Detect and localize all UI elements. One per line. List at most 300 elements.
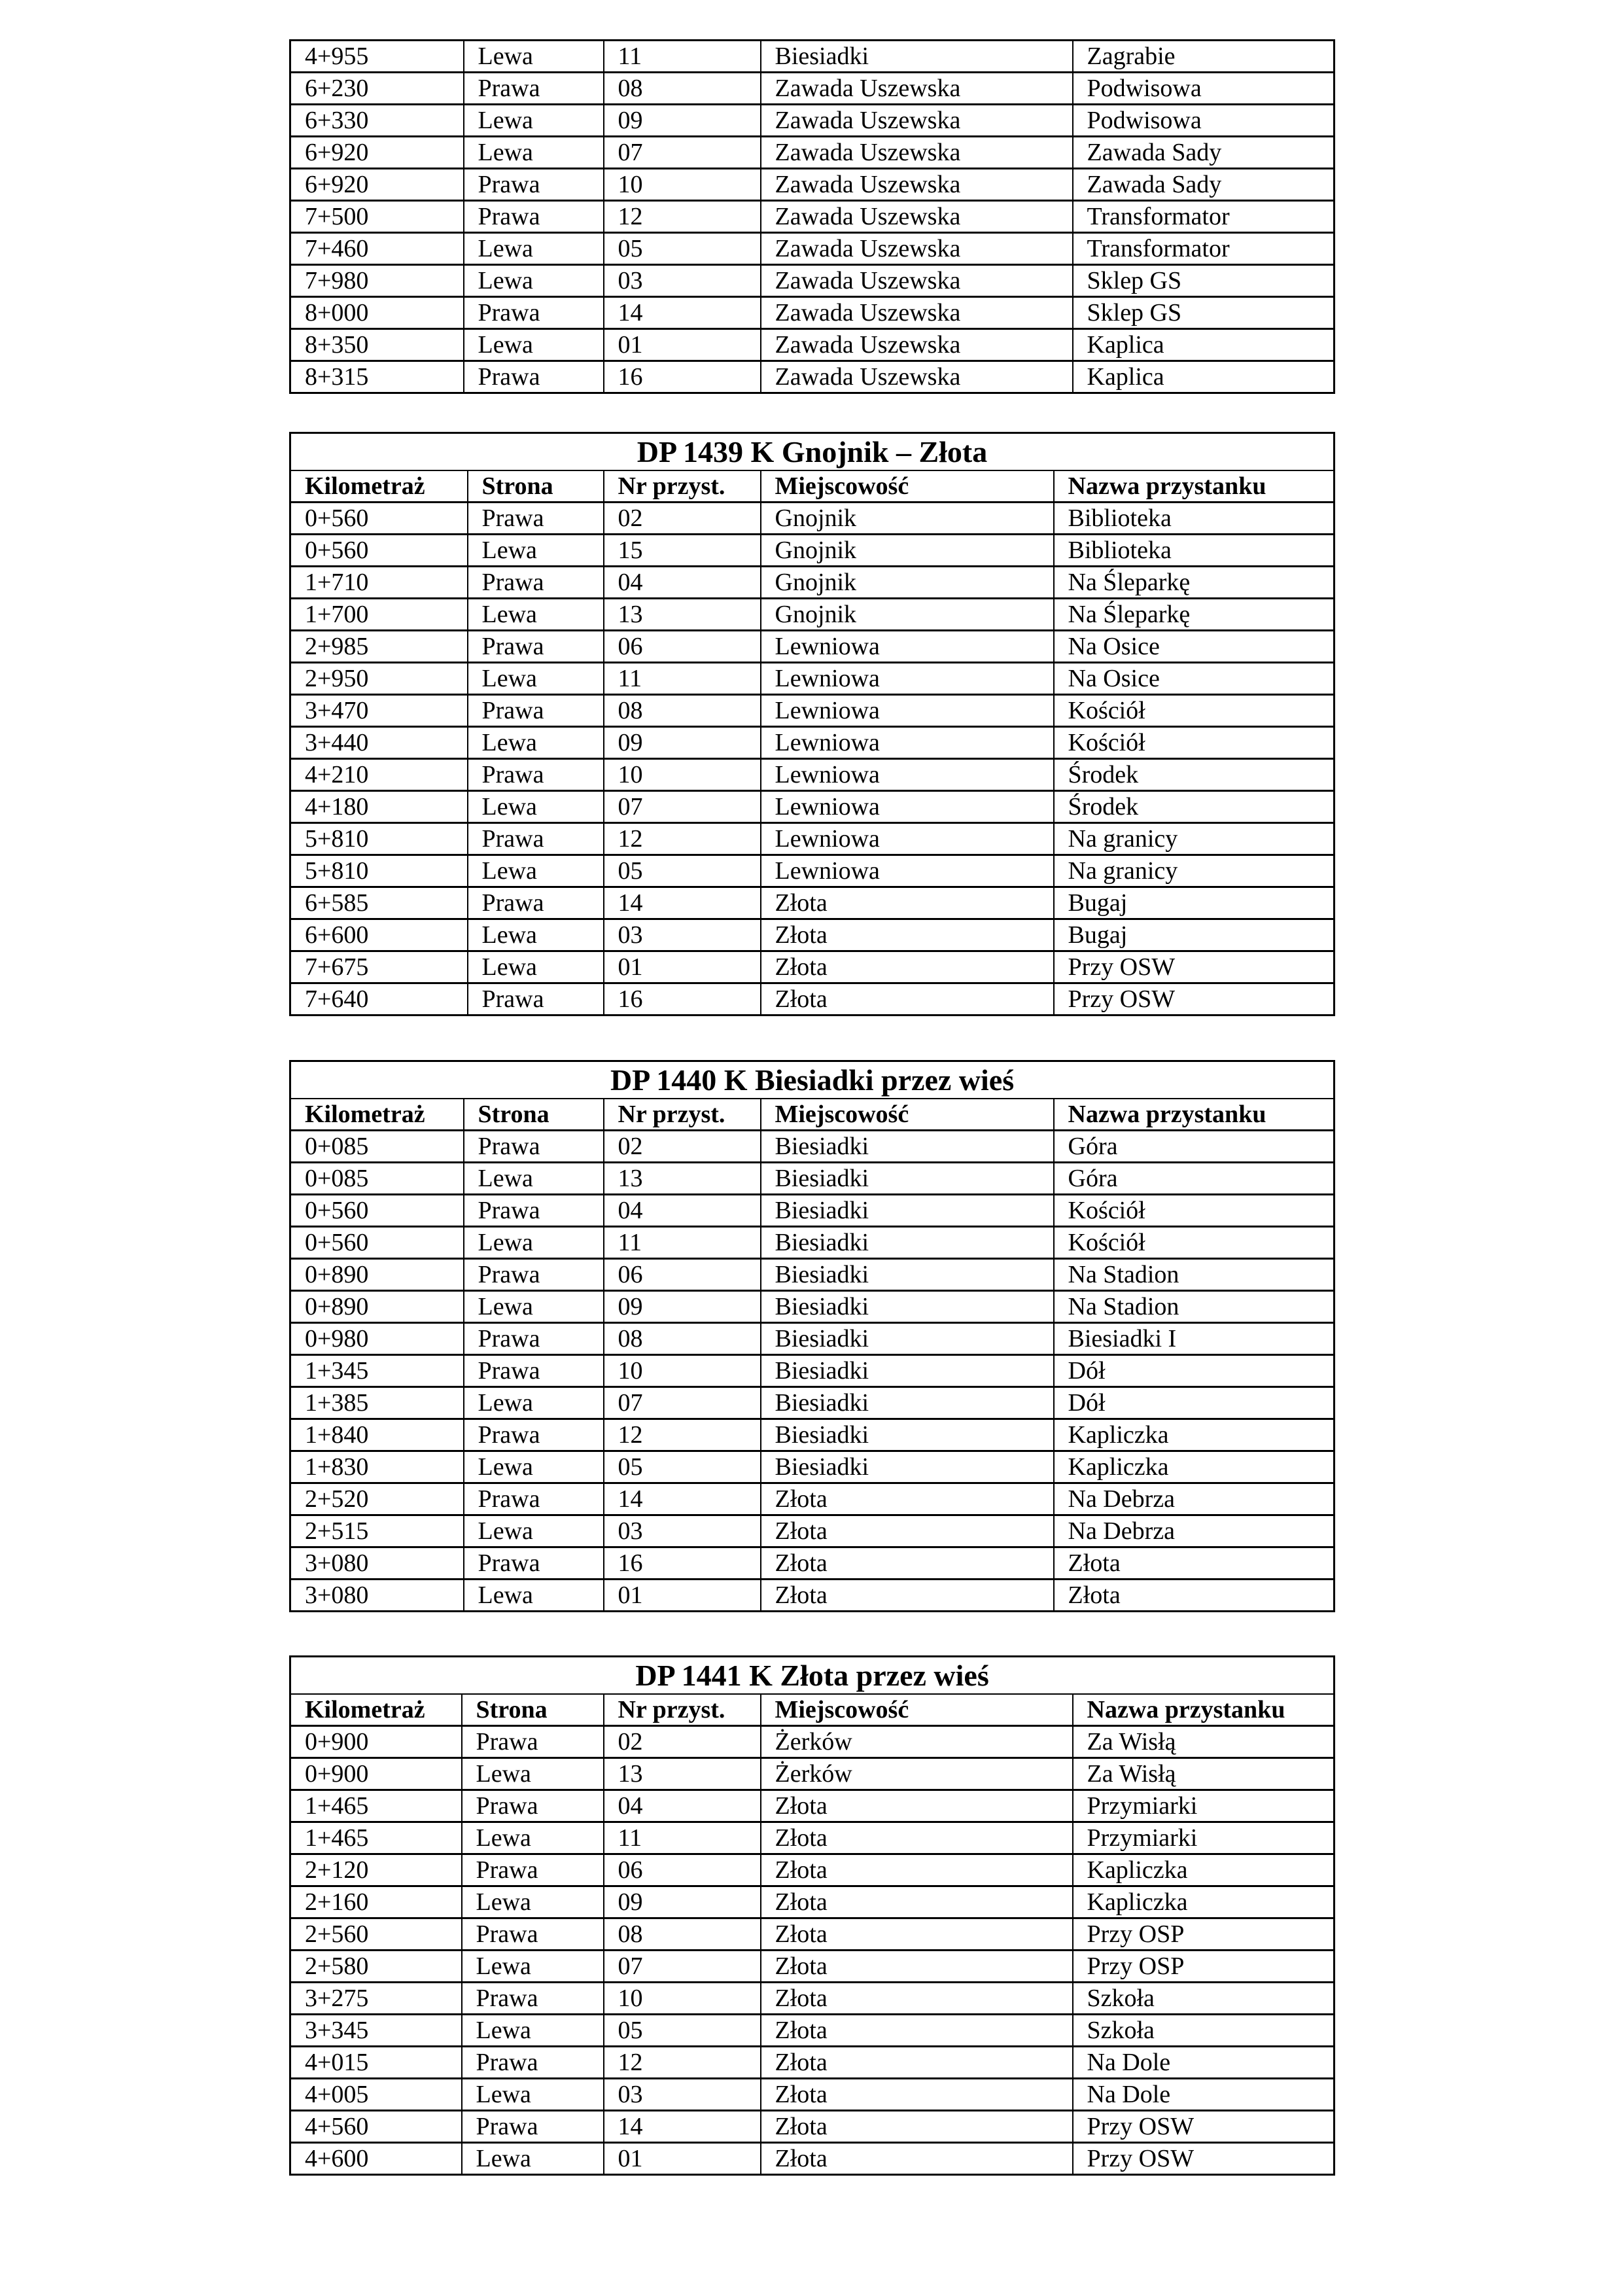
cell-miejscowosc: Zawada Uszewska <box>761 233 1073 265</box>
table-row <box>290 1822 1335 1854</box>
cell-kilometraz: 5+810 <box>290 823 468 855</box>
cell-nr-przystanku: 08 <box>604 695 761 727</box>
cell-nazwa-przystanku: Na Dole <box>1073 2047 1335 2079</box>
cell-nr-przystanku: 09 <box>604 105 761 137</box>
cell-nazwa-przystanku: Szkoła <box>1073 1983 1335 2015</box>
cell-strona: Lewa <box>464 233 604 265</box>
cell-miejscowosc: Zawada Uszewska <box>761 361 1073 393</box>
cell-nr-przystanku: 10 <box>604 169 761 201</box>
cell-nazwa-przystanku: Biesiadki I <box>1054 1323 1335 1355</box>
cell-nr-przystanku: 03 <box>604 1515 761 1547</box>
cell-strona: Lewa <box>464 1291 604 1323</box>
cell-nr-przystanku: 02 <box>604 503 761 535</box>
cell-nazwa-przystanku: Sklep GS <box>1073 297 1335 329</box>
cell-strona: Prawa <box>464 73 604 105</box>
cell-strona: Lewa <box>468 855 604 887</box>
table-row <box>290 1291 1335 1323</box>
cell-kilometraz: 0+900 <box>290 1726 462 1758</box>
table-row <box>290 265 1335 297</box>
cell-kilometraz: 2+950 <box>290 663 468 695</box>
table-row <box>290 1419 1335 1451</box>
cell-miejscowosc: Lewniowa <box>761 663 1054 695</box>
table-row <box>290 1886 1335 1918</box>
cell-nazwa-przystanku: Przymiarki <box>1073 1822 1335 1854</box>
cell-nazwa-przystanku: Przy OSW <box>1054 983 1335 1016</box>
cell-kilometraz: 5+810 <box>290 855 468 887</box>
cell-nr-przystanku: 12 <box>604 201 761 233</box>
cell-kilometraz: 2+520 <box>290 1483 464 1515</box>
cell-kilometraz: 0+560 <box>290 535 468 567</box>
cell-strona: Lewa <box>464 329 604 361</box>
cell-kilometraz: 2+515 <box>290 1515 464 1547</box>
cell-kilometraz: 7+675 <box>290 951 468 983</box>
cell-kilometraz: 8+350 <box>290 329 464 361</box>
cell-miejscowosc: Złota <box>761 983 1054 1016</box>
cell-nr-przystanku: 16 <box>604 1547 761 1580</box>
cell-nr-przystanku: 11 <box>604 1227 761 1259</box>
column-header-miejscowosc: Miejscowość <box>761 1694 1073 1726</box>
cell-nr-przystanku: 05 <box>604 2015 761 2047</box>
cell-nazwa-przystanku: Zawada Sady <box>1073 169 1335 201</box>
cell-nr-przystanku: 06 <box>604 1854 761 1886</box>
cell-miejscowosc: Biesiadki <box>761 41 1073 73</box>
cell-nazwa-przystanku: Przy OSW <box>1054 951 1335 983</box>
cell-miejscowosc: Złota <box>761 951 1054 983</box>
cell-miejscowosc: Lewniowa <box>761 695 1054 727</box>
table-row <box>290 1580 1335 1612</box>
table-row <box>290 169 1335 201</box>
table-title: DP 1440 K Biesiadki przez wieś <box>290 1061 1335 1099</box>
cell-strona: Prawa <box>468 631 604 663</box>
table-row <box>290 1758 1335 1790</box>
cell-kilometraz: 1+830 <box>290 1451 464 1483</box>
cell-miejscowosc: Gnojnik <box>761 535 1054 567</box>
cell-kilometraz: 0+560 <box>290 1195 464 1227</box>
cell-kilometraz: 7+460 <box>290 233 464 265</box>
cell-miejscowosc: Zawada Uszewska <box>761 105 1073 137</box>
cell-nazwa-przystanku: Podwisowa <box>1073 105 1335 137</box>
cell-nr-przystanku: 10 <box>604 1355 761 1387</box>
table-row <box>290 1387 1335 1419</box>
cell-kilometraz: 1+710 <box>290 567 468 599</box>
cell-miejscowosc: Lewniowa <box>761 855 1054 887</box>
cell-nazwa-przystanku: Zawada Sady <box>1073 137 1335 169</box>
cell-strona: Lewa <box>462 1758 604 1790</box>
cell-nr-przystanku: 06 <box>604 631 761 663</box>
cell-miejscowosc: Złota <box>761 1483 1054 1515</box>
cell-miejscowosc: Złota <box>761 887 1054 919</box>
cell-nazwa-przystanku: Kapliczka <box>1054 1419 1335 1451</box>
cell-strona: Prawa <box>464 201 604 233</box>
cell-nazwa-przystanku: Kapliczka <box>1073 1886 1335 1918</box>
cell-nazwa-przystanku: Kościół <box>1054 1227 1335 1259</box>
cell-nazwa-przystanku: Dół <box>1054 1387 1335 1419</box>
cell-nazwa-przystanku: Przy OSW <box>1073 2111 1335 2143</box>
cell-kilometraz: 4+015 <box>290 2047 462 2079</box>
cell-strona: Prawa <box>464 361 604 393</box>
column-header-nazwa: Nazwa przystanku <box>1073 1694 1335 1726</box>
cell-nazwa-przystanku: Na Stadion <box>1054 1291 1335 1323</box>
cell-nr-przystanku: 07 <box>604 1387 761 1419</box>
table-row <box>290 1323 1335 1355</box>
cell-nazwa-przystanku: Kościół <box>1054 1195 1335 1227</box>
table-row <box>290 1195 1335 1227</box>
cell-kilometraz: 8+315 <box>290 361 464 393</box>
cell-nazwa-przystanku: Na Debrza <box>1054 1483 1335 1515</box>
cell-nr-przystanku: 04 <box>604 1790 761 1822</box>
cell-nazwa-przystanku: Kościół <box>1054 727 1335 759</box>
column-header-kilometraz: Kilometraż <box>290 1694 462 1726</box>
column-header-strona: Strona <box>464 1099 604 1131</box>
cell-miejscowosc: Lewniowa <box>761 631 1054 663</box>
cell-nr-przystanku: 09 <box>604 1886 761 1918</box>
column-header-kilometraz: Kilometraż <box>290 1099 464 1131</box>
table-row <box>290 631 1335 663</box>
cell-kilometraz: 2+580 <box>290 1951 462 1983</box>
cell-nr-przystanku: 04 <box>604 567 761 599</box>
cell-strona: Prawa <box>464 1131 604 1163</box>
cell-nazwa-przystanku: Kościół <box>1054 695 1335 727</box>
cell-kilometraz: 0+980 <box>290 1323 464 1355</box>
cell-miejscowosc: Złota <box>761 1886 1073 1918</box>
cell-nr-przystanku: 12 <box>604 823 761 855</box>
table-row <box>290 823 1335 855</box>
cell-nr-przystanku: 02 <box>604 1131 761 1163</box>
cell-miejscowosc: Biesiadki <box>761 1387 1054 1419</box>
cell-miejscowosc: Złota <box>761 1918 1073 1951</box>
cell-nazwa-przystanku: Góra <box>1054 1131 1335 1163</box>
cell-nazwa-przystanku: Przymiarki <box>1073 1790 1335 1822</box>
cell-kilometraz: 6+585 <box>290 887 468 919</box>
column-header-strona: Strona <box>468 470 604 503</box>
cell-kilometraz: 3+345 <box>290 2015 462 2047</box>
cell-miejscowosc: Zawada Uszewska <box>761 265 1073 297</box>
column-header-nazwa: Nazwa przystanku <box>1054 470 1335 503</box>
table-row <box>290 1983 1335 2015</box>
cell-nr-przystanku: 07 <box>604 1951 761 1983</box>
cell-nr-przystanku: 07 <box>604 791 761 823</box>
cell-nr-przystanku: 01 <box>604 1580 761 1612</box>
cell-nazwa-przystanku: Przy OSW <box>1073 2143 1335 2175</box>
table-row <box>290 41 1335 73</box>
cell-nazwa-przystanku: Przy OSP <box>1073 1918 1335 1951</box>
table-row <box>290 105 1335 137</box>
cell-nr-przystanku: 04 <box>604 1195 761 1227</box>
cell-nazwa-przystanku: Na Debrza <box>1054 1515 1335 1547</box>
cell-strona: Prawa <box>468 887 604 919</box>
table-row <box>290 2015 1335 2047</box>
table-row <box>290 2111 1335 2143</box>
cell-miejscowosc: Złota <box>761 1515 1054 1547</box>
table-title: DP 1441 K Złota przez wieś <box>290 1657 1335 1695</box>
cell-strona: Lewa <box>468 791 604 823</box>
cell-kilometraz: 7+640 <box>290 983 468 1016</box>
cell-nr-przystanku: 13 <box>604 1758 761 1790</box>
cell-miejscowosc: Złota <box>761 1580 1054 1612</box>
cell-nazwa-przystanku: Bugaj <box>1054 919 1335 951</box>
cell-kilometraz: 0+890 <box>290 1259 464 1291</box>
cell-strona: Lewa <box>464 137 604 169</box>
cell-nazwa-przystanku: Na Osice <box>1054 663 1335 695</box>
cell-nazwa-przystanku: Transformator <box>1073 233 1335 265</box>
cell-nr-przystanku: 08 <box>604 73 761 105</box>
cell-strona: Lewa <box>464 1451 604 1483</box>
cell-strona: Prawa <box>468 567 604 599</box>
cell-nazwa-przystanku: Na granicy <box>1054 823 1335 855</box>
cell-strona: Lewa <box>468 599 604 631</box>
cell-miejscowosc: Złota <box>761 919 1054 951</box>
cell-nr-przystanku: 08 <box>604 1323 761 1355</box>
cell-miejscowosc: Lewniowa <box>761 791 1054 823</box>
cell-strona: Lewa <box>464 1227 604 1259</box>
cell-nazwa-przystanku: Kaplica <box>1073 361 1335 393</box>
cell-miejscowosc: Gnojnik <box>761 503 1054 535</box>
table-row <box>290 503 1335 535</box>
table-row <box>290 2143 1335 2175</box>
table-row <box>290 919 1335 951</box>
cell-miejscowosc: Biesiadki <box>761 1259 1054 1291</box>
table-row <box>290 297 1335 329</box>
cell-kilometraz: 3+440 <box>290 727 468 759</box>
cell-nazwa-przystanku: Na Śleparkę <box>1054 567 1335 599</box>
cell-nazwa-przystanku: Kapliczka <box>1073 1854 1335 1886</box>
cell-strona: Lewa <box>464 1580 604 1612</box>
table-row <box>290 329 1335 361</box>
cell-miejscowosc: Biesiadki <box>761 1419 1054 1451</box>
cell-strona: Lewa <box>464 1387 604 1419</box>
cell-nazwa-przystanku: Podwisowa <box>1073 73 1335 105</box>
cell-miejscowosc: Biesiadki <box>761 1291 1054 1323</box>
cell-nr-przystanku: 01 <box>604 329 761 361</box>
column-header-kilometraz: Kilometraż <box>290 470 468 503</box>
table-row <box>290 1259 1335 1291</box>
cell-miejscowosc: Złota <box>761 2079 1073 2111</box>
cell-nr-przystanku: 12 <box>604 1419 761 1451</box>
cell-nr-przystanku: 02 <box>604 1726 761 1758</box>
cell-nazwa-przystanku: Na granicy <box>1054 855 1335 887</box>
cell-nr-przystanku: 14 <box>604 297 761 329</box>
column-header-nazwa: Nazwa przystanku <box>1054 1099 1335 1131</box>
cell-nazwa-przystanku: Złota <box>1054 1580 1335 1612</box>
cell-miejscowosc: Złota <box>761 1822 1073 1854</box>
cell-kilometraz: 1+345 <box>290 1355 464 1387</box>
cell-strona: Prawa <box>464 297 604 329</box>
cell-strona: Lewa <box>462 1886 604 1918</box>
cell-kilometraz: 4+600 <box>290 2143 462 2175</box>
cell-miejscowosc: Biesiadki <box>761 1227 1054 1259</box>
cell-nr-przystanku: 14 <box>604 2111 761 2143</box>
cell-miejscowosc: Biesiadki <box>761 1323 1054 1355</box>
cell-miejscowosc: Biesiadki <box>761 1451 1054 1483</box>
cell-strona: Prawa <box>462 2047 604 2079</box>
table-row <box>290 695 1335 727</box>
cell-nazwa-przystanku: Kapliczka <box>1054 1451 1335 1483</box>
table-row <box>290 1227 1335 1259</box>
cell-miejscowosc: Żerków <box>761 1726 1073 1758</box>
cell-strona: Lewa <box>462 2015 604 2047</box>
cell-miejscowosc: Biesiadki <box>761 1163 1054 1195</box>
cell-strona: Prawa <box>462 1790 604 1822</box>
cell-nr-przystanku: 05 <box>604 1451 761 1483</box>
column-header-strona: Strona <box>462 1694 604 1726</box>
cell-kilometraz: 6+230 <box>290 73 464 105</box>
cell-kilometraz: 6+920 <box>290 137 464 169</box>
cell-kilometraz: 3+080 <box>290 1547 464 1580</box>
cell-kilometraz: 1+700 <box>290 599 468 631</box>
table-row <box>290 137 1335 169</box>
cell-nazwa-przystanku: Środek <box>1054 759 1335 791</box>
cell-miejscowosc: Żerków <box>761 1758 1073 1790</box>
cell-nr-przystanku: 14 <box>604 1483 761 1515</box>
cell-kilometraz: 2+120 <box>290 1854 462 1886</box>
cell-miejscowosc: Zawada Uszewska <box>761 329 1073 361</box>
table-row <box>290 759 1335 791</box>
cell-miejscowosc: Gnojnik <box>761 567 1054 599</box>
stops-table-dp1441 <box>289 1655 1335 2176</box>
cell-kilometraz: 4+560 <box>290 2111 462 2143</box>
cell-nr-przystanku: 06 <box>604 1259 761 1291</box>
cell-nazwa-przystanku: Na Dole <box>1073 2079 1335 2111</box>
table-row <box>290 535 1335 567</box>
cell-kilometraz: 1+840 <box>290 1419 464 1451</box>
table-row <box>290 1483 1335 1515</box>
cell-nazwa-przystanku: Za Wisłą <box>1073 1726 1335 1758</box>
cell-strona: Prawa <box>464 1195 604 1227</box>
cell-strona: Lewa <box>462 2079 604 2111</box>
cell-kilometraz: 4+005 <box>290 2079 462 2111</box>
cell-nazwa-przystanku: Biblioteka <box>1054 503 1335 535</box>
cell-strona: Prawa <box>468 695 604 727</box>
table-row <box>290 567 1335 599</box>
cell-miejscowosc: Złota <box>761 1547 1054 1580</box>
table-body <box>290 1726 1335 2175</box>
cell-kilometraz: 1+385 <box>290 1387 464 1419</box>
table-row <box>290 1951 1335 1983</box>
cell-nr-przystanku: 08 <box>604 1918 761 1951</box>
cell-miejscowosc: Złota <box>761 2015 1073 2047</box>
cell-strona: Prawa <box>464 1355 604 1387</box>
cell-strona: Prawa <box>464 1483 604 1515</box>
cell-nazwa-przystanku: Złota <box>1054 1547 1335 1580</box>
table-row <box>290 2079 1335 2111</box>
cell-kilometraz: 2+160 <box>290 1886 462 1918</box>
cell-nazwa-przystanku: Na Śleparkę <box>1054 599 1335 631</box>
table-row <box>290 2047 1335 2079</box>
cell-strona: Prawa <box>462 1854 604 1886</box>
cell-nazwa-przystanku: Bugaj <box>1054 887 1335 919</box>
cell-nr-przystanku: 01 <box>604 951 761 983</box>
table-row <box>290 599 1335 631</box>
cell-nr-przystanku: 05 <box>604 233 761 265</box>
cell-strona: Prawa <box>464 1323 604 1355</box>
cell-miejscowosc: Złota <box>761 1951 1073 1983</box>
cell-nr-przystanku: 03 <box>604 919 761 951</box>
cell-strona: Prawa <box>464 1259 604 1291</box>
table-row <box>290 887 1335 919</box>
cell-kilometraz: 0+085 <box>290 1163 464 1195</box>
cell-miejscowosc: Zawada Uszewska <box>761 201 1073 233</box>
cell-nr-przystanku: 15 <box>604 535 761 567</box>
table-row <box>290 1790 1335 1822</box>
cell-nazwa-przystanku: Biblioteka <box>1054 535 1335 567</box>
table-row <box>290 1355 1335 1387</box>
column-header-nr: Nr przyst. <box>604 1694 761 1726</box>
cell-kilometraz: 1+465 <box>290 1790 462 1822</box>
cell-nr-przystanku: 14 <box>604 887 761 919</box>
cell-nr-przystanku: 05 <box>604 855 761 887</box>
cell-nazwa-przystanku: Sklep GS <box>1073 265 1335 297</box>
table-title: DP 1439 K Gnojnik – Złota <box>290 433 1335 471</box>
cell-kilometraz: 4+955 <box>290 41 464 73</box>
column-header-miejscowosc: Miejscowość <box>761 1099 1054 1131</box>
cell-nr-przystanku: 10 <box>604 1983 761 2015</box>
cell-nr-przystanku: 09 <box>604 1291 761 1323</box>
cell-nazwa-przystanku: Szkoła <box>1073 2015 1335 2047</box>
cell-nr-przystanku: 11 <box>604 663 761 695</box>
cell-nr-przystanku: 11 <box>604 41 761 73</box>
cell-kilometraz: 3+275 <box>290 1983 462 2015</box>
table-row <box>290 951 1335 983</box>
table-row <box>290 1854 1335 1886</box>
cell-miejscowosc: Złota <box>761 2111 1073 2143</box>
cell-strona: Prawa <box>464 169 604 201</box>
table-row <box>290 73 1335 105</box>
cell-miejscowosc: Lewniowa <box>761 759 1054 791</box>
cell-miejscowosc: Zawada Uszewska <box>761 297 1073 329</box>
stops-table-dp1440 <box>289 1060 1335 1612</box>
cell-nr-przystanku: 13 <box>604 599 761 631</box>
cell-strona: Prawa <box>462 1726 604 1758</box>
table-row <box>290 1451 1335 1483</box>
cell-nr-przystanku: 03 <box>604 2079 761 2111</box>
table-row <box>290 727 1335 759</box>
cell-miejscowosc: Biesiadki <box>761 1131 1054 1163</box>
stops-table-dp1439 <box>289 432 1335 1016</box>
cell-strona: Lewa <box>464 1163 604 1195</box>
cell-miejscowosc: Złota <box>761 2047 1073 2079</box>
cell-nr-przystanku: 01 <box>604 2143 761 2175</box>
cell-strona: Prawa <box>462 2111 604 2143</box>
cell-strona: Lewa <box>468 951 604 983</box>
table-row <box>290 1163 1335 1195</box>
cell-strona: Prawa <box>464 1419 604 1451</box>
cell-strona: Lewa <box>462 2143 604 2175</box>
cell-miejscowosc: Lewniowa <box>761 727 1054 759</box>
cell-nr-przystanku: 16 <box>604 361 761 393</box>
cell-kilometraz: 0+900 <box>290 1758 462 1790</box>
table-row <box>290 361 1335 393</box>
cell-kilometraz: 7+500 <box>290 201 464 233</box>
cell-nazwa-przystanku: Góra <box>1054 1163 1335 1195</box>
cell-nazwa-przystanku: Na Stadion <box>1054 1259 1335 1291</box>
cell-strona: Lewa <box>464 265 604 297</box>
column-header-nr: Nr przyst. <box>604 470 761 503</box>
cell-strona: Lewa <box>462 1951 604 1983</box>
cell-strona: Lewa <box>464 105 604 137</box>
cell-nr-przystanku: 10 <box>604 759 761 791</box>
cell-miejscowosc: Złota <box>761 1790 1073 1822</box>
cell-strona: Prawa <box>462 1983 604 2015</box>
cell-kilometraz: 4+210 <box>290 759 468 791</box>
cell-kilometraz: 6+920 <box>290 169 464 201</box>
cell-strona: Prawa <box>468 823 604 855</box>
table-body <box>290 41 1335 393</box>
table-row <box>290 1726 1335 1758</box>
table-row <box>290 983 1335 1016</box>
cell-miejscowosc: Lewniowa <box>761 823 1054 855</box>
cell-kilometraz: 0+085 <box>290 1131 464 1163</box>
table-row <box>290 663 1335 695</box>
